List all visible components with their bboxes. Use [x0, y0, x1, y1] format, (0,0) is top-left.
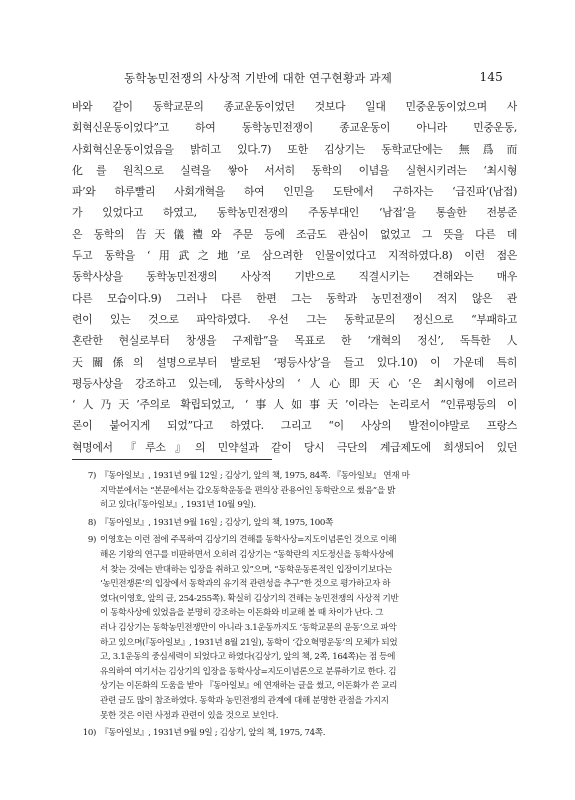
footnote-line: 러나 김상기는 동학농민전쟁만이 아니라 3.1운동까지도 ‘동학교문의 운동’으로 파악 — [100, 622, 397, 633]
running-title: 동학농민전쟁의 사상적 기반에 대한 연구현황과 과제 — [124, 71, 393, 85]
footnote-line: 해온 기왕의 연구를 비판하면서 오히려 김상기는 “동학란의 지도정신을 동학사상에 — [100, 549, 394, 560]
body-line: 가 있었다고 하였고, 동학농민전쟁의 주동부대인 ‘남접’을 통솔한 전봉준 — [72, 206, 517, 220]
footnote-line: 이 동학사상에 있었음을 분명히 강조하는 이돈화와 비교해 볼 때 차이가 난다. 그 — [100, 608, 384, 619]
footnote-line: 였다(이영호, 앞의 글, 254-255쪽). 확실히 김상기의 견해는 농민전쟁의 사상적 기반 — [100, 593, 399, 604]
footnote-line: 고, 3.1운동의 중심세력이 되었다고 하였다(김상기, 앞의 책, 2쪽, 164쪽)는 점 등에 — [100, 652, 396, 663]
body-line: 두고 동학을 ‘用武之地’로 삼으려한 인물이었다고 지적하였다.8) 이런 점은 — [72, 249, 517, 263]
page-number: 145 — [479, 70, 503, 84]
footnote-line: 못한 것은 이런 사정과 관련이 있을 것으로 보인다. — [100, 710, 279, 721]
footnote-line: 『동아일보』, 1931년 9월 9일 ; 김상기, 앞의 책, 1975, 74쪽. — [100, 728, 326, 739]
body-text — [72, 96, 517, 458]
footnote-line: 관련 글도 많이 참조하였다. 동학과 농민전쟁의 관계에 대해 분명한 관점을 가지지 — [100, 695, 389, 706]
footnote-number: 7) — [87, 471, 96, 481]
body-line: 化를 원칙으로 실력을 쌓아 서서히 동학의 이념을 실현시키려는 ‘최시형 — [72, 163, 517, 177]
body-line: 은 동학의 告天儀禮와 주문 등에 조금도 관심이 없었고 그 뜻을 다른 데 — [72, 227, 517, 241]
body-line: 련이 있는 것으로 파악하였다. 우선 그는 동학교문의 정신으로 “부패하고 — [72, 312, 517, 326]
footnote — [72, 469, 517, 513]
running-header — [72, 70, 503, 88]
footnote-divider — [72, 459, 272, 460]
footnote — [72, 726, 517, 741]
footnote-line: 유의하여 여기서는 김상기의 입장을 동학사상=지도이념론으로 분류하기로 한다. 김 — [100, 666, 397, 677]
body-line: 天關係의 설명으로부터 발로된 ‘평등사상’을 들고 있다.10) 이 가운데 특히 — [72, 355, 517, 369]
footnote-line: 『동아일보』, 1931년 9월 12일 ; 김상기, 앞의 책, 1975, 84쪽. 『동아일보』 연재 마 — [100, 471, 410, 481]
footnote-number: 10) — [82, 728, 96, 739]
footnote-line: 이영호는 이런 점에 주목하여 김상기의 견해를 동학사상=지도이념론인 것으로 이해 — [100, 535, 397, 546]
body-line: 다른 모습이다.9) 그러나 다른 한편 그는 동학과 농민전쟁이 적지 않은 관 — [72, 291, 517, 305]
footnote — [72, 533, 517, 723]
body-line: 동학사상을 동학농민전쟁의 사상적 기반으로 직결시키는 견해와는 매우 — [72, 270, 517, 284]
body-line: 사회혁신운동이었음을 밝히고 있다.7) 또한 김상기는 동학교단에는 無爲而 — [72, 142, 517, 156]
body-line: 혼란한 현실로부터 창생을 구제함”을 목표로 한 ‘개혁의 정신’, 독특한 人 — [72, 334, 517, 348]
footnote-line: 『동아일보』, 1931년 9월 16일 ; 김상기, 앞의 책, 1975, 100쪽 — [100, 517, 333, 528]
footnote-line: 하고 있으며(『동아일보』, 1931년 8월 21일), 동학이 ‘갑오혁명운동’의 모체가 되었 — [100, 637, 398, 648]
body-line: 바와 같이 동학교문의 종교운동이었던 것보다 일대 민중운동이었으며 사 — [72, 100, 517, 113]
body-line: 론이 붙어지게 되었”다고 하였다. 그리고 “이 사상의 발전이야말로 프랑스 — [72, 419, 517, 433]
body-line: ‘人乃天’주의로 확립되었고, ‘事人如事天’이라는 논리로서 “인류평등의 이 — [72, 398, 517, 412]
footnote — [72, 516, 517, 531]
footnote-line: 히고 있다(『동아일보』, 1931년 10월 9일). — [100, 500, 256, 511]
footnote-line: 서 찾는 것에는 반대하는 입장을 취하고 있”으며, “동학운동론적인 입장이기보다는 — [100, 564, 392, 575]
footnote-line: ‘농민전쟁론’의 입장에서 동학과의 유기적 관련성을 추구”한 것으로 평가하고자 하 — [100, 579, 391, 590]
footnote-number: 9) — [87, 535, 96, 546]
body-line: 혁명에서 『루소』의 민약설과 같이 당시 극단의 계급제도에 희생되어 있던 — [72, 440, 517, 454]
footnote-number: 8) — [87, 517, 96, 528]
footnotes — [72, 469, 517, 744]
footnote-line: 지막분에서는 “본문에서는 갑오동학운동을 편의상 관용어인 동학란으로 썼음”을 밝 — [100, 485, 396, 496]
body-line: 회혁신운동이었다”고 하여 동학농민전쟁이 종교운동이 아니라 민중운동, — [72, 121, 517, 135]
footnote-line: 상기는 이돈화의 도움을 받아 『동아일보』에 연재하는 글을 썼고, 이돈화가 쓴 교리 — [100, 681, 398, 692]
body-line: 평등사상을 강조하고 있는데, 동학사상의 ‘人心即天心’은 최시형에 이르러 — [72, 376, 517, 390]
body-line: 파’와 하루빨리 사회개혁을 하여 인민을 도탄에서 구하자는 ‘급진파’(남접) — [72, 185, 517, 199]
